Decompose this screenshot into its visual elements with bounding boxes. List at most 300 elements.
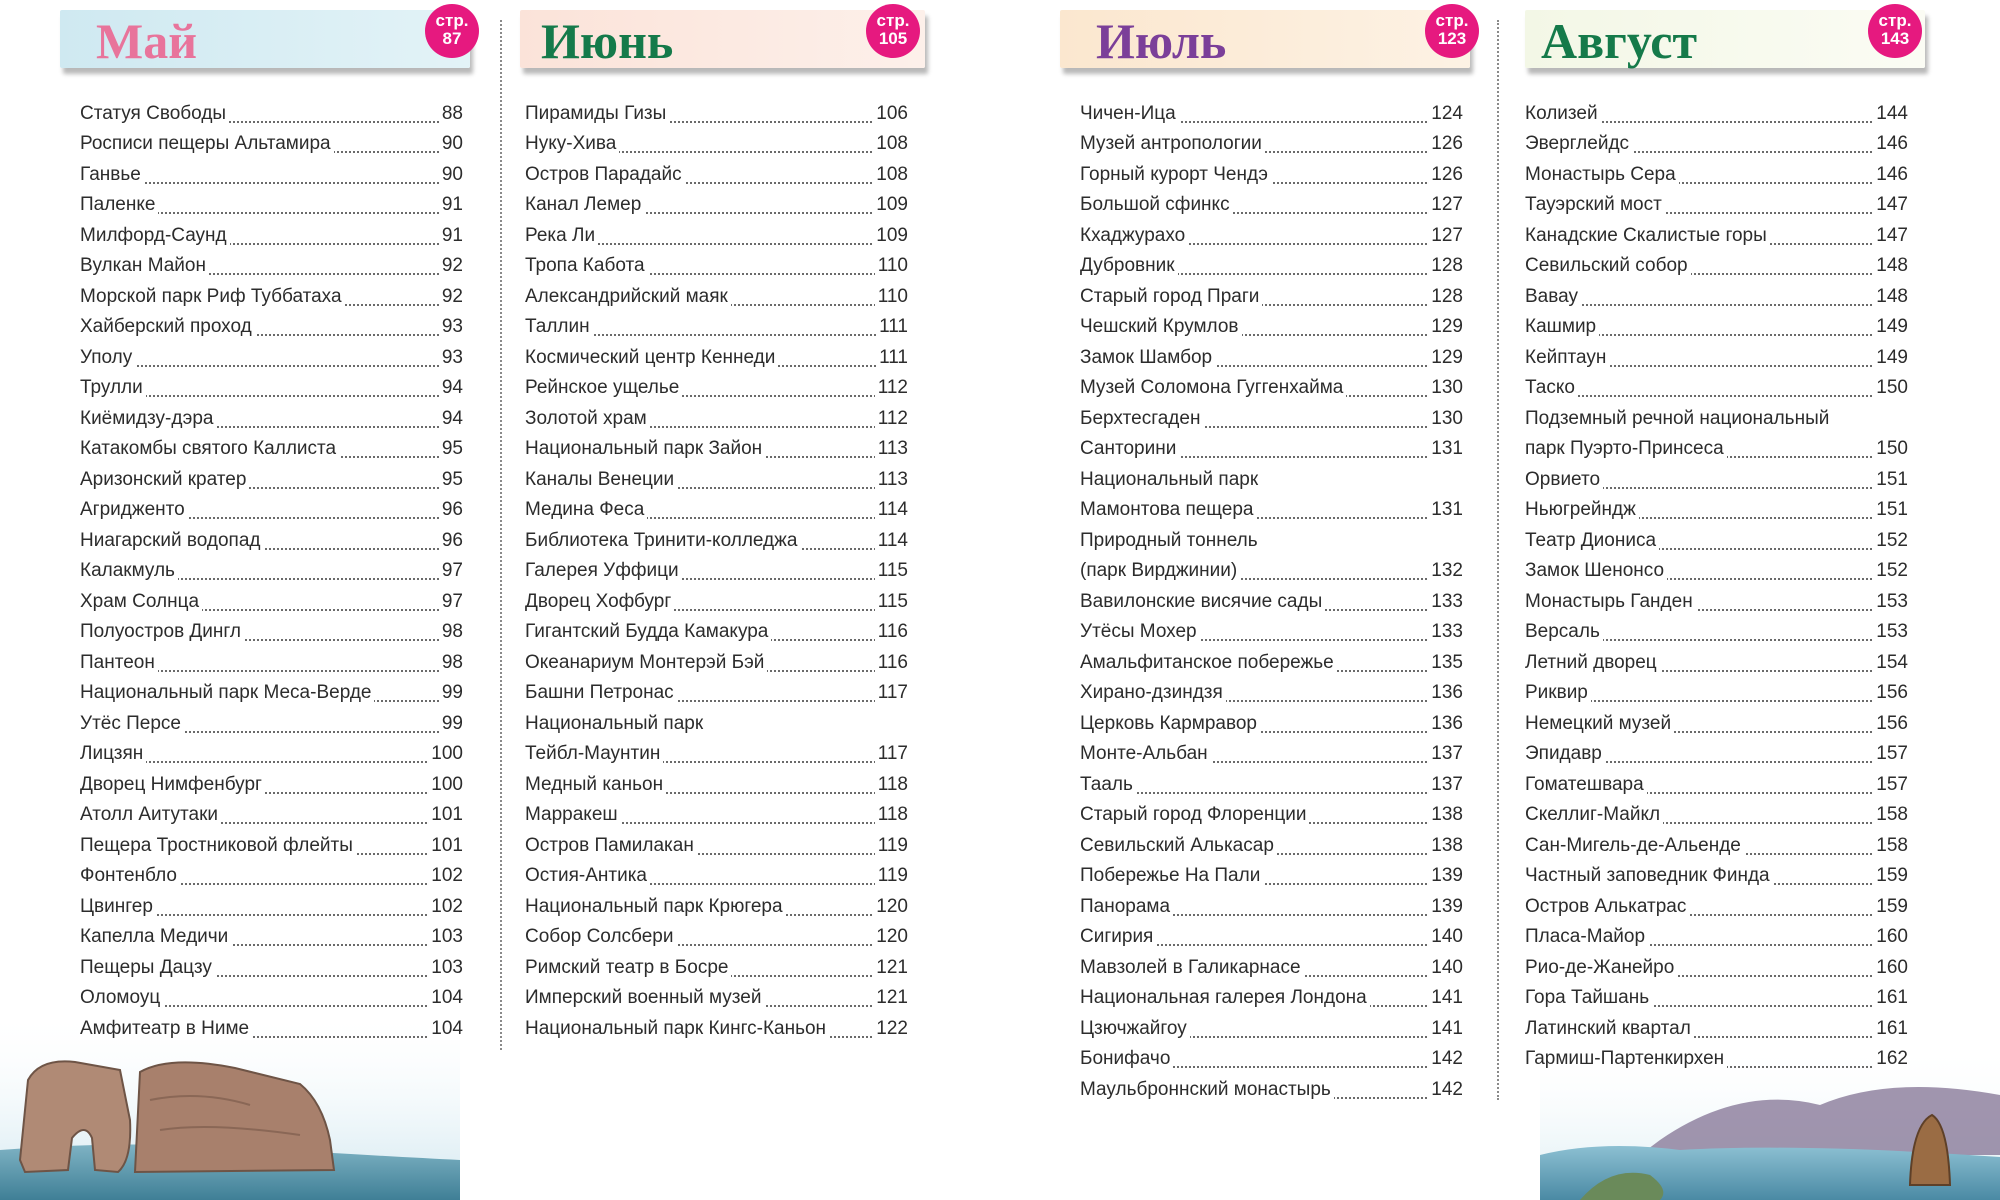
toc-entry[interactable]: [1080, 863, 1463, 894]
toc-entry[interactable]: [1525, 649, 1908, 680]
toc-entry[interactable]: [1080, 619, 1463, 650]
toc-entry[interactable]: [1080, 405, 1463, 436]
toc-entry[interactable]: [80, 466, 463, 497]
toc-entry[interactable]: [80, 436, 463, 467]
entry-title: Замок Шенонсо: [1525, 560, 1667, 582]
toc-entry[interactable]: [80, 558, 463, 589]
toc-entry[interactable]: [1525, 131, 1908, 162]
entry-page-number: 146: [1873, 164, 1908, 186]
entry-page-number: 103: [428, 926, 463, 948]
entry-title: Сан-Мигель-де-Альенде: [1525, 835, 1744, 857]
entry-page-number: 137: [1428, 774, 1463, 796]
toc-entry[interactable]: [525, 100, 908, 131]
toc-entry[interactable]: [1525, 710, 1908, 741]
entry-page-number: 135: [1428, 652, 1463, 674]
toc-entry[interactable]: [1080, 344, 1463, 375]
toc-entry[interactable]: [525, 405, 908, 436]
page-badge[interactable]: [1868, 4, 1922, 58]
toc-entry[interactable]: [525, 192, 908, 223]
entry-title: Дубровник: [1080, 255, 1178, 277]
toc-entry[interactable]: [1080, 802, 1463, 833]
toc-entry[interactable]: [1080, 985, 1463, 1016]
toc-entry[interactable]: [1080, 1076, 1463, 1107]
toc-entry[interactable]: [1525, 588, 1908, 619]
toc-entry[interactable]: [80, 832, 463, 863]
toc-entry[interactable]: [525, 863, 908, 894]
toc-entry[interactable]: [1525, 1046, 1908, 1077]
toc-entry[interactable]: [80, 649, 463, 680]
entry-page-number: 149: [1873, 347, 1908, 369]
toc-entry[interactable]: [1080, 466, 1463, 497]
entry-title: Национальный парк Кингс-Каньон: [525, 1018, 829, 1040]
entry-title: Национальный парк Меса-Верде: [80, 682, 374, 704]
entry-title: Киёмидзу-дэра: [80, 408, 216, 430]
toc-entry[interactable]: [1080, 588, 1463, 619]
toc-entry[interactable]: [80, 954, 463, 985]
dot-leader: [80, 365, 463, 367]
toc-entry[interactable]: [80, 985, 463, 1016]
entry-title: Утёсы Мохер: [1080, 621, 1200, 643]
entry-title: Побережье На Пали: [1080, 865, 1263, 887]
entry-title: Дворец Нимфенбург: [80, 774, 265, 796]
entry-title: Римский театр в Босре: [525, 957, 731, 979]
toc-entry[interactable]: [525, 680, 908, 711]
toc-entry[interactable]: [1525, 863, 1908, 894]
entry-title: Уполу: [80, 347, 135, 369]
toc-entry[interactable]: [525, 253, 908, 284]
entry-title: Музей Соломона Гуггенхайма: [1080, 377, 1346, 399]
toc-entry[interactable]: [1525, 1015, 1908, 1046]
toc-entry[interactable]: [525, 375, 908, 406]
entry-page-number: 138: [1428, 835, 1463, 857]
toc-entry[interactable]: [1080, 710, 1463, 741]
entry-title: Севильский Алькасар: [1080, 835, 1277, 857]
toc-entry[interactable]: [1080, 558, 1463, 589]
entry-page-number: 97: [439, 591, 463, 613]
toc-entry[interactable]: [1080, 314, 1463, 345]
entry-page-number: 113: [875, 438, 908, 460]
entry-page-number: 136: [1428, 682, 1463, 704]
page-badge-label: стр.: [876, 11, 910, 30]
toc-entry[interactable]: [525, 985, 908, 1016]
toc-entry[interactable]: [1080, 893, 1463, 924]
entry-title: Золотой храм: [525, 408, 650, 430]
entry-title: Паленке: [80, 194, 158, 216]
entry-list: [80, 100, 463, 1046]
entry-page-number: 159: [1873, 896, 1908, 918]
toc-entry[interactable]: [1080, 161, 1463, 192]
entry-title: Цзючжайгоу: [1080, 1018, 1190, 1040]
entry-page-number: 101: [428, 835, 463, 857]
entry-title: Агридженто: [80, 499, 188, 521]
entry-page-number: 144: [1873, 103, 1908, 125]
toc-entry[interactable]: [1525, 497, 1908, 528]
entry-page-number: 157: [1873, 774, 1908, 796]
entry-page-number: 126: [1428, 133, 1463, 155]
toc-entry[interactable]: [525, 558, 908, 589]
entry-page-number: 95: [439, 469, 463, 491]
entry-page-number: 138: [1428, 804, 1463, 826]
entry-page-number: 126: [1428, 164, 1463, 186]
toc-entry[interactable]: [1080, 527, 1463, 558]
toc-entry[interactable]: [80, 161, 463, 192]
toc-entry[interactable]: [1525, 741, 1908, 772]
entry-title: Фонтенбло: [80, 865, 180, 887]
entry-page-number: 142: [1428, 1079, 1463, 1101]
toc-entry[interactable]: [1080, 283, 1463, 314]
toc-entry[interactable]: [525, 222, 908, 253]
toc-entry[interactable]: [1525, 558, 1908, 589]
toc-entry[interactable]: [80, 924, 463, 955]
toc-entry[interactable]: [80, 344, 463, 375]
toc-entry[interactable]: [1525, 253, 1908, 284]
entry-page-number: 112: [875, 377, 908, 399]
toc-entry[interactable]: [1080, 832, 1463, 863]
entry-title: Ниагарский водопад: [80, 530, 264, 552]
entry-title: Росписи пещеры Альтамира: [80, 133, 334, 155]
entry-title: Храм Солнца: [80, 591, 202, 613]
toc-entry[interactable]: [80, 192, 463, 223]
toc-entry[interactable]: [1525, 375, 1908, 406]
toc-entry[interactable]: [525, 802, 908, 833]
entry-page-number: 91: [439, 194, 463, 216]
toc-entry[interactable]: [1080, 192, 1463, 223]
entry-title: Дворец Хофбург: [525, 591, 674, 613]
entry-title: Рейнское ущелье: [525, 377, 682, 399]
entry-title: Колизей: [1525, 103, 1601, 125]
entry-page-number: 111: [876, 316, 908, 338]
entry-title: Национальный парк: [1080, 469, 1261, 491]
toc-entry[interactable]: [80, 893, 463, 924]
entry-page-number: 139: [1428, 896, 1463, 918]
entry-title: Милфорд-Саунд: [80, 225, 230, 247]
page-badge-number: 87: [442, 29, 462, 48]
entry-page-number: 104: [428, 1018, 463, 1040]
entry-page-number: 120: [873, 926, 908, 948]
dot-leader: [1080, 792, 1463, 794]
entry-title: Берхтесгаден: [1080, 408, 1203, 430]
toc-entry[interactable]: [1525, 619, 1908, 650]
toc-entry[interactable]: [525, 588, 908, 619]
entry-page-number: 109: [873, 194, 908, 216]
toc-entry[interactable]: [1080, 253, 1463, 284]
entry-title: Остров Памилакан: [525, 835, 697, 857]
entry-page-number: 153: [1873, 591, 1908, 613]
toc-entry[interactable]: [525, 314, 908, 345]
entry-title: Природный тоннель: [1080, 530, 1261, 552]
entry-title: Национальная галерея Лондона: [1080, 987, 1370, 1009]
entry-page-number: 108: [873, 133, 908, 155]
entry-title: Пантеон: [80, 652, 158, 674]
entry-title: Кхаджурахо: [1080, 225, 1188, 247]
entry-page-number: 130: [1428, 377, 1463, 399]
entry-list: [1080, 100, 1463, 1107]
toc-entry[interactable]: [80, 1015, 463, 1046]
toc-entry[interactable]: [525, 619, 908, 650]
entry-title: Остров Парадайс: [525, 164, 685, 186]
toc-entry[interactable]: [1525, 222, 1908, 253]
toc-entry[interactable]: [1525, 283, 1908, 314]
entry-page-number: 118: [875, 774, 908, 796]
toc-entry[interactable]: [80, 588, 463, 619]
toc-entry[interactable]: [1080, 680, 1463, 711]
entry-page-number: 93: [439, 316, 463, 338]
entry-title: Библиотека Тринити-колледжа: [525, 530, 800, 552]
toc-entry[interactable]: [80, 375, 463, 406]
toc-entry[interactable]: [525, 710, 908, 741]
entry-page-number: 116: [875, 652, 908, 674]
toc-entry[interactable]: [1080, 1015, 1463, 1046]
toc-entry[interactable]: [1080, 954, 1463, 985]
toc-entry[interactable]: [1525, 436, 1908, 467]
entry-page-number: 156: [1873, 713, 1908, 735]
toc-entry[interactable]: [525, 497, 908, 528]
entry-title: Оломоуц: [80, 987, 163, 1009]
entry-page-number: 88: [439, 103, 463, 125]
entry-page-number: 100: [428, 743, 463, 765]
toc-entry[interactable]: [1525, 161, 1908, 192]
toc-entry[interactable]: [1080, 497, 1463, 528]
toc-entry[interactable]: [1525, 924, 1908, 955]
toc-entry[interactable]: [525, 527, 908, 558]
entry-title: Орвието: [1525, 469, 1603, 491]
entry-page-number: 140: [1428, 926, 1463, 948]
entry-title: Латинский квартал: [1525, 1018, 1694, 1040]
toc-entry[interactable]: [80, 131, 463, 162]
entry-page-number: 114: [875, 530, 908, 552]
entry-page-number: 141: [1428, 1018, 1463, 1040]
toc-entry[interactable]: [80, 619, 463, 650]
entry-title: Пещера Тростниковой флейты: [80, 835, 356, 857]
entry-title: Монте-Альбан: [1080, 743, 1211, 765]
entry-page-number: 96: [439, 499, 463, 521]
entry-title: Полуостров Дингл: [80, 621, 244, 643]
entry-title: Санторини: [1080, 438, 1179, 460]
entry-page-number: 150: [1873, 438, 1908, 460]
toc-entry[interactable]: [1080, 131, 1463, 162]
entry-title: Хайберский проход: [80, 316, 255, 338]
toc-entry[interactable]: [1525, 192, 1908, 223]
entry-title: Пирамиды Гизы: [525, 103, 669, 125]
toc-entry[interactable]: [1525, 314, 1908, 345]
toc-entry[interactable]: [80, 802, 463, 833]
entry-title: Статуя Свободы: [80, 103, 229, 125]
toc-entry[interactable]: [1080, 771, 1463, 802]
entry-page-number: 91: [439, 225, 463, 247]
toc-entry[interactable]: [80, 222, 463, 253]
toc-entry[interactable]: [525, 649, 908, 680]
toc-entry[interactable]: [1525, 771, 1908, 802]
toc-entry[interactable]: [80, 863, 463, 894]
entry-page-number: 93: [439, 347, 463, 369]
toc-entry[interactable]: [525, 344, 908, 375]
toc-entry[interactable]: [525, 1015, 908, 1046]
entry-page-number: 90: [439, 133, 463, 155]
toc-entry[interactable]: [80, 741, 463, 772]
toc-entry[interactable]: [525, 893, 908, 924]
entry-page-number: 149: [1873, 316, 1908, 338]
entry-title: Подземный речной национальный: [1525, 408, 1832, 430]
toc-entry[interactable]: [80, 771, 463, 802]
toc-entry[interactable]: [525, 771, 908, 802]
entry-title: Частный заповедник Финда: [1525, 865, 1773, 887]
column-divider: [1497, 20, 1499, 1100]
entry-page-number: 152: [1873, 530, 1908, 552]
toc-entry[interactable]: [1525, 802, 1908, 833]
entry-page-number: 94: [439, 377, 463, 399]
toc-entry[interactable]: [1080, 1046, 1463, 1077]
toc-entry[interactable]: [80, 527, 463, 558]
entry-title: Канал Лемер: [525, 194, 644, 216]
entry-page-number: 116: [875, 621, 908, 643]
entry-page-number: 131: [1428, 438, 1463, 460]
entry-title: Гармиш-Партенкирхен: [1525, 1048, 1727, 1070]
toc-entry[interactable]: [1525, 344, 1908, 375]
entry-page-number: 147: [1873, 194, 1908, 216]
entry-page-number: 102: [428, 865, 463, 887]
entry-title: Таллин: [525, 316, 593, 338]
toc-entry[interactable]: [80, 100, 463, 131]
entry-title: Амфитеатр в Ниме: [80, 1018, 252, 1040]
entry-page-number: 103: [428, 957, 463, 979]
entry-page-number: 158: [1873, 835, 1908, 857]
entry-title: Панорама: [1080, 896, 1173, 918]
page-badge-number: 143: [1880, 29, 1910, 48]
page-badge-number: 123: [1437, 29, 1467, 48]
toc-entry[interactable]: [80, 680, 463, 711]
toc-entry[interactable]: [1080, 222, 1463, 253]
toc-entry[interactable]: [525, 954, 908, 985]
toc-entry[interactable]: [1525, 893, 1908, 924]
entry-page-number: 156: [1873, 682, 1908, 704]
entry-title: Национальный парк: [525, 713, 706, 735]
entry-page-number: 128: [1428, 286, 1463, 308]
entry-title: Летний дворец: [1525, 652, 1660, 674]
toc-entry[interactable]: [80, 283, 463, 314]
page-badge[interactable]: [1425, 4, 1479, 58]
entry-title: Сигирия: [1080, 926, 1156, 948]
entry-title: Медный каньон: [525, 774, 666, 796]
toc-entry[interactable]: [1080, 924, 1463, 955]
entry-title: Цвингер: [80, 896, 156, 918]
entry-page-number: 141: [1428, 987, 1463, 1009]
entry-page-number: 119: [875, 865, 908, 887]
dot-leader: [1525, 304, 1908, 306]
toc-entry[interactable]: [1525, 954, 1908, 985]
toc-entry[interactable]: [80, 405, 463, 436]
toc-entry[interactable]: [525, 436, 908, 467]
entry-page-number: 154: [1873, 652, 1908, 674]
entry-page-number: 97: [439, 560, 463, 582]
entry-page-number: 121: [873, 987, 908, 1009]
entry-page-number: 98: [439, 652, 463, 674]
entry-page-number: 111: [876, 347, 908, 369]
toc-entry[interactable]: [1080, 741, 1463, 772]
entry-page-number: 150: [1873, 377, 1908, 399]
page-badge-label: стр.: [435, 11, 469, 30]
toc-entry[interactable]: [1080, 649, 1463, 680]
toc-entry[interactable]: [1525, 466, 1908, 497]
month-title: Май: [96, 13, 198, 69]
entry-page-number: 146: [1873, 133, 1908, 155]
entry-page-number: 110: [875, 286, 908, 308]
page-badge[interactable]: [425, 4, 479, 58]
toc-entry[interactable]: [1525, 405, 1908, 436]
entry-title: Морской парк Риф Туббатаха: [80, 286, 345, 308]
entry-title: Большой сфинкс: [1080, 194, 1233, 216]
entry-page-number: 160: [1873, 926, 1908, 948]
entry-title: Гоматешвара: [1525, 774, 1647, 796]
entry-title: Галерея Уффици: [525, 560, 682, 582]
entry-title: Национальный парк Крюгера: [525, 896, 786, 918]
toc-entry[interactable]: [525, 741, 908, 772]
toc-entry[interactable]: [525, 832, 908, 863]
toc-entry[interactable]: [525, 131, 908, 162]
toc-entry[interactable]: [1525, 527, 1908, 558]
entry-page-number: 118: [875, 804, 908, 826]
entry-page-number: 100: [428, 774, 463, 796]
entry-page-number: 140: [1428, 957, 1463, 979]
toc-entry[interactable]: [1525, 680, 1908, 711]
entry-title: Имперский военный музей: [525, 987, 764, 1009]
toc-entry[interactable]: [525, 924, 908, 955]
entry-page-number: 132: [1428, 560, 1463, 582]
entry-title: Эпидавр: [1525, 743, 1605, 765]
entry-list: [525, 100, 908, 1046]
entry-page-number: 115: [875, 591, 908, 613]
toc-entry[interactable]: [1080, 100, 1463, 131]
entry-page-number: 114: [875, 499, 908, 521]
toc-entry[interactable]: [525, 161, 908, 192]
entry-title: Вавау: [1525, 286, 1581, 308]
toc-entry[interactable]: [1080, 375, 1463, 406]
entry-title: Ганвье: [80, 164, 144, 186]
entry-title: Севильский собор: [1525, 255, 1691, 277]
toc-entry[interactable]: [80, 253, 463, 284]
entry-title: Тропа Кабота: [525, 255, 648, 277]
entry-title: Немецкий музей: [1525, 713, 1674, 735]
page-badge[interactable]: [866, 4, 920, 58]
entry-title: Чичен-Ица: [1080, 103, 1179, 125]
entry-page-number: 129: [1428, 347, 1463, 369]
entry-title: Пещеры Дацзу: [80, 957, 215, 979]
toc-entry[interactable]: [80, 314, 463, 345]
page-badge-number: 105: [878, 29, 908, 48]
toc-entry[interactable]: [1525, 832, 1908, 863]
entry-title: Калакмуль: [80, 560, 178, 582]
toc-entry[interactable]: [1525, 100, 1908, 131]
toc-entry[interactable]: [525, 283, 908, 314]
entry-page-number: 127: [1428, 225, 1463, 247]
entry-page-number: 106: [873, 103, 908, 125]
entry-page-number: 160: [1873, 957, 1908, 979]
entry-page-number: 90: [439, 164, 463, 186]
entry-page-number: 94: [439, 408, 463, 430]
entry-page-number: 152: [1873, 560, 1908, 582]
entry-page-number: 113: [875, 469, 908, 491]
entry-title: Вулкан Майон: [80, 255, 209, 277]
toc-entry[interactable]: [525, 466, 908, 497]
entry-title: Лицзян: [80, 743, 146, 765]
entry-title: Канадские Скалистые горы: [1525, 225, 1770, 247]
entry-title: Марракеш: [525, 804, 621, 826]
toc-entry[interactable]: [1525, 985, 1908, 1016]
toc-entry[interactable]: [80, 497, 463, 528]
month-title: Август: [1541, 13, 1698, 69]
toc-entry[interactable]: [1080, 436, 1463, 467]
entry-title: Остров Алькатрас: [1525, 896, 1689, 918]
toc-entry[interactable]: [80, 710, 463, 741]
